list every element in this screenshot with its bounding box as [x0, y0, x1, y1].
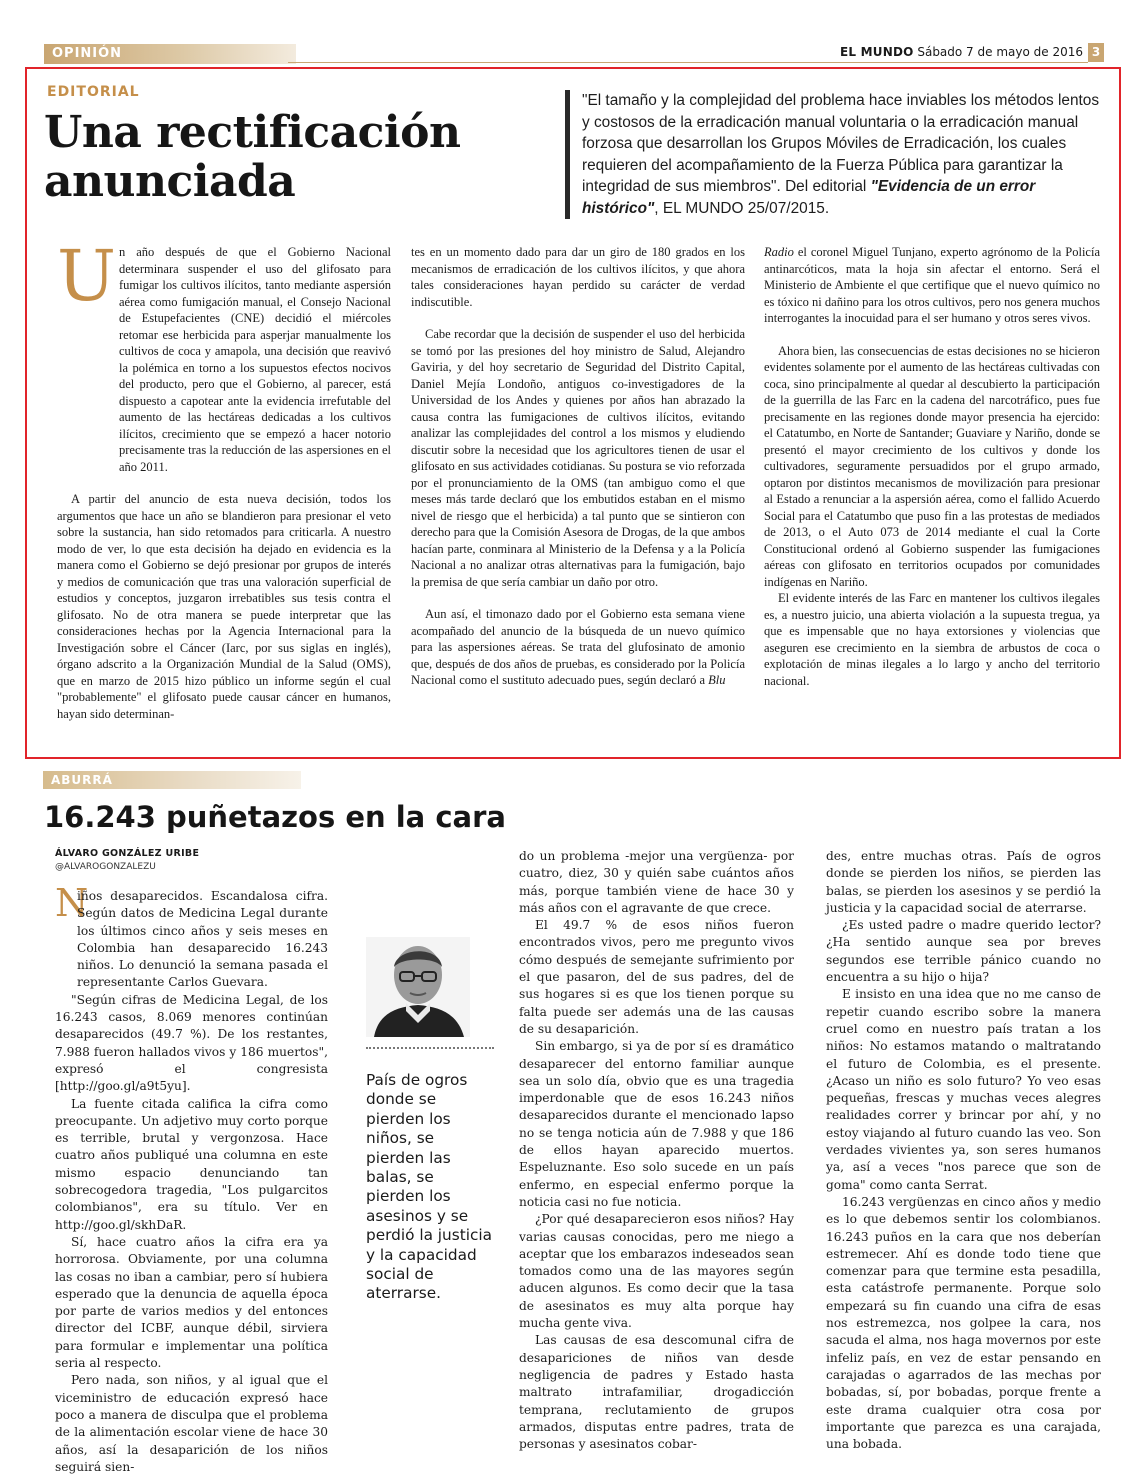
column-paragraph: des, entre muchas otras. País de ogros donde se pierden los niños, se pierden las balas, se pierden los asesinos y se perdió la justicia y la capacidad social de aterrarse. [826, 849, 1101, 915]
column-paragraph: "Según cifras de Medicina Legal, de los 16.243 casos, 8.069 menores continúan desaparecidos (49.7 %). De los restantes, 7.988 fueron hallados vivos y 186 muertos", expresó el congresista [http://goo.gl/a9t5yu]. [55, 992, 328, 1094]
editorial-paragraph: Ahora bien, las consecuencias de estas decisiones no se hicieron evidentes solamente por el aumento de las hectáreas cultivadas con coca, sino principalmente al quedar al descubierto la participación de la guerrilla de las Farc en la cadena del narcotráfico, pues fue precisamente en las regiones donde mayor presencia ha ejercido: el Catatumbo, en Norte de Santander; Guaviare y Nariño, donde se presentó el mayor crecimiento de los cultivos y donde los cultivadores, seguramente persuadidos por el grupo armado, optaron por distintos mecanismos de movilización para presionar al Estado a renunciar a la aspersión aérea, como el fallido Acuerdo Social para el Catatumbo que puso fin a las protestas de mediados de 2013, o el Auto 073 de 2014 mediante el cual la Corte Constitucional ordenó al Gobierno suspender las fumigaciones aéreas con glifosato en territorios ocupados por comunidades indígenas en Nariño. [764, 343, 1100, 589]
editorial-paragraph: n año después de que el Gobierno Nacional determinara suspender el uso del glifosato para fumigar los cultivos ilícitos, tanto mediante aspersión aérea como fumigación manual, el Consejo Nacional de Estupefacientes (CNE) decidió el miércoles retomar ese herbicida para asperjar manualmente los cultivos de coca y amapola, una decisión que reavivó la polémica en torno a los supuestos efectos nocivos del producto, pero que el Gobierno, al parecer, está dispuesto a capotear ante la evidencia irrefutable del aumento de las hectáreas dedicadas a los cultivos ilícitos, crecimiento que se empezó a hacer notorio precisamente tras la reducción de las aspersiones en el año 2011. [119, 245, 391, 474]
editorial-column-2 [411, 244, 745, 705]
issue-date: Sábado 7 de mayo de 2016 [917, 45, 1083, 59]
column-dropcap: N [55, 881, 89, 925]
column-author: ÁLVARO GONZÁLEZ URIBE [55, 848, 200, 859]
masthead-line [840, 45, 1082, 59]
editorial-title [44, 108, 524, 206]
quote-source-ref: , EL MUNDO 25/07/2015. [654, 199, 830, 217]
editorial-quote [582, 90, 1102, 219]
column-paragraph: ¿Por qué desaparecieron esos niños? Hay varias causas conocidas, pero me niego a aceptar que los embarazos indeseados sean tomados como una de las mayores según aducen algunos. Es como decir que la tasa de asesinatos es muy alta porque hay mucha gente viva. [519, 1212, 794, 1331]
page-number: 3 [1088, 43, 1104, 62]
editorial-kicker: EDITORIAL [47, 84, 140, 100]
editorial-column-3 [764, 244, 1100, 705]
column-paragraph: La fuente citada califica la cifra como preocupante. Un adjetivo muy corto porque es terrible, brutal y vergonzosa. Hace cuatro años publiqué una columna en este mismo espacio denunciando tan sobrecogedora tragedia, "Los pulgarcitos colombianos", era su título. Ver en http://goo.gl/skhDaR. [55, 1096, 328, 1232]
column-paragraph: Pero nada, son niños, y al igual que el viceministro de educación expresó hace poco a manera de disculpa que el problema de la alimentación escolar viene de hace 30 años, así la desaparición de los niños seguirá sien- [55, 1373, 328, 1474]
column-paragraph: Sin embargo, si ya de por sí es dramático desaparecer del entorno familiar aunque sea un solo día, obvio que es una tragedia imperdonable que de esos 16.243 niños desaparecidos durante el mencionado lapso no se tenga noticia aún de 7.988 y que 186 de ellos hayan aparecido muertos. Espeluznante. Eso solo sucede en un país enfermo, en especial enfermo porque la noticia casi no fue noticia. [519, 1039, 794, 1209]
pull-quote: País de ogros donde se pierden los niños, se pierden las balas, se pierden los asesinos y se perdió la justicia y la capacidad social de aterrarse. [366, 1071, 493, 1303]
column-paragraph: do un problema -mejor una vergüenza- por cuatro, diez, 30 y quién sabe cuántos años más, porque también viene de hace 30 y más años con el agravante de que crece. [519, 849, 794, 915]
quote-bar [565, 90, 570, 219]
editorial-dropcap: U [57, 235, 116, 317]
editorial-title-line-2: anunciada [44, 156, 296, 207]
column-paragraph: El 49.7 % de esos niños fueron encontrados vivos, pero me pregunto vivos cómo después de semejante sufrimiento por el que pasaron, del de sus padres, del de sus hogares si es que los tienen porque su falta puede ser además una de las causas de su desaparición. [519, 918, 794, 1036]
editorial-paragraph: Cabe recordar que la decisión de suspender el uso del herbicida se tomó por las presiones del hoy ministro de Salud, Alejandro Gaviria, y del hoy secretario de Seguridad del Distrito Capital, Daniel Mejía Londoño, antiguos co-investigadores de la Universidad de los Andes y quienes por años han abrazado la causa contra las fumigaciones de cultivos ilícitos, evitando analizar las complejidades del control a los mismos y eludiendo discutir sobre la necesidad que los agricultores tienen de usar el glifosato en sus actividades cotidianas. Su postura se vio reforzada por el pronunciamiento de la OMS (tan ambiguo como el que meses más tarde declaró que los embutidos estaban en el mismo nivel de riesgo que el herbicida) a tal punto que se sintieron con derecho para que la Comisión Asesora de Drogas, de la que ambos hacían parte, conminara al Ministerio de la Defensa y a la Policía Nacional a no analizar otras alternativas para la fumigación, bajo la premisa de que sería cambiar un daño por otro. [411, 327, 745, 589]
column-paragraph: Sí, hace cuatro años la cifra era ya horrorosa. Obviamente, por una columna las cosas no iban a cambiar, pero sí hubiera esperado que la denuncia de aquella época por parte de varios medios y del entonces director del ICBF, aunque débil, sirviera para formular e implementar una política seria al respecto. [55, 1234, 328, 1371]
column-body-2 [519, 848, 794, 1453]
column-title: 16.243 puñetazos en la cara [44, 800, 506, 834]
editorial-paragraph [764, 244, 1100, 327]
editorial-text: Aun así, el timonazo dado por el Gobierno esta semana viene acompañado del anuncio de la búsqueda de un nuevo químico para las aspersiones aéreas. Se trata del glufosinato de amonio que, después de dos años de pruebas, es considerado por la Policía Nacional como el sustituto adecuado pues, según declaró a [411, 607, 745, 687]
editorial-paragraph: A partir del anuncio de esta nueva decisión, todos los argumentos que hace un año se blandieron para presionar el veto sobre la sustancia, han sido retomados para criticarla. A nuestro modo de ver, lo que esta decisión ha dejado en evidencia es la manera como el Gobierno se dejó presionar por grupos de interés y medios de comunicación que tras una valoración superficial de estudios y conceptos, juzgaron irrebatibles sus tesis contra el glifosato. No de otra manera se puede interpretar que las consideraciones hechas por la Agencia Internacional para la Investigación sobre el Cáncer (Iarc, por sus siglas en inglés), órgano adscrito a la Organización Mundial de la Salud (OMS), que en marzo de 2015 hizo público un informe según el cual "probablemente" el glifosato puede causar cáncer en humanos, hayan sido determinan- [57, 492, 391, 721]
quote-source-title: "Evidencia de un error histórico" [582, 178, 1036, 217]
editorial-title-line-1: Una rectificación [44, 107, 461, 158]
editorial-italic-text: Blu [708, 673, 726, 687]
author-photo [366, 937, 470, 1037]
editorial-paragraph: tes en un momento dado para dar un giro de 180 grados en los mecanismos de erradicación de los cultivos ilícitos, y que ahora tales consideraciones hayan perdido su carácter de verdad indiscutible. [411, 245, 745, 309]
quote-text: "El tamaño y la complejidad del problema hace inviables los métodos lentos y costosos de la erradicación manual voluntaria o la erradicación manual forzosa que desarrollan los Grupos Móviles de Erradicación, los cuales requieren del acompañamiento de la Fuerza Pública para garantizar la integridad de sus miembros". Del editorial [582, 92, 1100, 195]
pull-quote-divider [366, 1047, 494, 1049]
editorial-text: el coronel Miguel Tunjano, experto agrónomo de la Policía antinarcóticos, mata la hoja sin afectar el entorno. Será el Ministerio de Ambiente el que certifique que el nuevo químico no es tóxico ni dañino para los otros cultivos, pero nos genera muchos interrogantes la inocuidad para el ser humano y otros seres vivos. [764, 245, 1100, 325]
column-paragraph: ¿Es usted padre o madre querido lector? ¿Ha sentido aunque sea por breves segundos ese terrible pánico cuando no encuentra a su hijo o hija? [826, 918, 1101, 985]
column-paragraph: 16.243 vergüenzas en cinco años y medio es lo que debemos sentir los colombianos. 16.243 puños en la cara que nos deberían estremecer. Ahí es donde todo tiene que comenzar para que termine esta pesadilla, esta catástrofe permanente. Porque solo empezará su fin cuando una cifra de esas nos estremezca, nos golpee la cara, nos sacuda el alma, nos haga movernos por este infeliz país, en vez de estar pensando en carajadas o agarrados de las mechas por bobadas, sí, por bobadas, porque frente a este drama cualquier otra cosa por importante que parezca es una carajada, una bobada. [826, 1194, 1101, 1452]
editorial-column-1 [57, 235, 391, 738]
newspaper-name: EL MUNDO [840, 45, 914, 59]
column-paragraph: iños desaparecidos. Escandalosa cifra. Según datos de Medicina Legal durante los últimos cinco años y seis meses en Colombia han desaparecido 16.243 niños. Lo denunció la semana pasada el representante Carlos Guevara. [77, 889, 328, 990]
column-paragraph: Las causas de esa descomunal cifra de desapariciones de niños van desde negligencia de padres y Estado hasta maltrato intrafamiliar, drogadicción temprana, reclutamiento de grupos armados, disputas entre padres, trata de personas y asesinatos cobar- [519, 1333, 794, 1452]
header-rule [288, 62, 1088, 63]
editorial-paragraph [411, 606, 745, 689]
section-label-aburra: ABURRÁ [43, 771, 301, 789]
editorial-italic-text: Radio [764, 245, 794, 259]
column-body-1 [55, 881, 328, 1476]
editorial-paragraph: El evidente interés de las Farc en mantener los cultivos ilegales es, a nuestro juicio, una abierta violación a la supuesta tregua, ya que es impensable que no haya extorsiones y violencias que aseguren ese crecimiento en la siembra de arbustos de coca o explotación de minas ilegales a lo largo y ancho del territorio nacional. [764, 591, 1100, 688]
column-author-handle: @ALVAROGONZALEZU [55, 862, 156, 872]
author-portrait-image [366, 937, 470, 1037]
column-body-3 [826, 848, 1101, 1453]
column-paragraph: E insisto en una idea que no me canso de repetir cuando escribo sobre la manera cruel como en nuestro país tratan a los niños: No estamos matando o maltratando el futuro de Colombia, es el presente. ¿Acaso un niño es solo futuro? Yo veo esas pequeñas, frescas y muchas veces alegres realidades correr y brincar por ahí, y no estoy viajando al futuro cuando las veo. Son verdades vivientes ya, son seres humanos ya, así a veces "nos parece que son de goma" como canta Serrat. [826, 987, 1101, 1192]
section-label-opinion: OPINIÓN [44, 44, 296, 64]
